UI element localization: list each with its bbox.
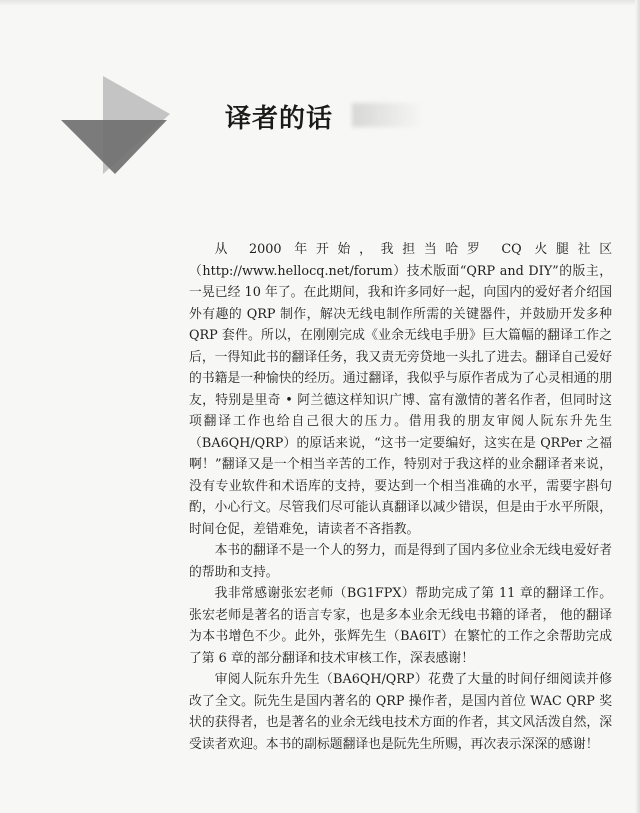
body-text (189, 239, 612, 755)
paragraph-3: 我非常感谢张宏老师（BG1FPX）帮助完成了第 11 章的翻译工作。张宏老师是著名的语言专家，也是多本业余无线电书籍的译者， 他的翻译为本书增色不少。此外，张辉先生（BA6IT）在繁忙的工作之余帮助完成了第 6 章的部分翻译和技术审核工作，深表感谢！ (189, 586, 612, 666)
page-edge-top (0, 0, 640, 6)
triangle-ornament-icon (55, 62, 205, 182)
page-edge-right (635, 0, 640, 813)
title-shadow-decoration (352, 103, 422, 127)
page-title: 译者的话 (225, 104, 334, 134)
paragraph-1: 从 2000 年开始，我担当哈罗 CQ 火腿社区（http://www.hellocq.net/forum）技术版面“QRP and DIY”的版主，一晃已经 10 年了。在此期间，我和许多同好一起，向国内的爱好者介绍国外有趣的 QRP 制作，解决无线电制作所需的关键器件，并鼓励开发多种 QRP 套件。所以，在刚刚完成《业余无线电手册》巨大篇幅的翻译工作之后，一得知此书的翻译任务，我又责无旁贷地一头扎了进去。翻译自己爱好的书籍是一种愉快的经历。通过翻译，我似乎与原作者成为了心灵相通的朋友，特别是里奇 • 阿兰德这样知识广博、富有激情的著名作者，但同时这项翻译工作也给自己很大的压力。借用我的朋友审阅人阮东升先生（BA6QH/QRP）的原话来说，“这书一定要编好，这实在是 QRPer 之福啊！”翻译又是一个相当辛苦的工作，特别对于我这样的业余翻译者来说，没有专业软件和术语库的支持，要达到一个相当准确的水平，需要字斟句酌，小心行文。尽管我们尽可能认真翻译以减少错误，但是由于水平所限，时间仓促，差错难免，请读者不吝指教。 (189, 242, 612, 537)
dark-triangle-shape (61, 120, 167, 174)
paragraph-4: 审阅人阮东升先生（BA6QH/QRP）花费了大量的时间仔细阅读并修改了全文。阮先生是国内著名的 QRP 操作者，是国内首位 WAC QRP 奖状的获得者，也是著名的业余无线电技术方面的作者，其文风活泼自然，深受读者欢迎。本书的副标题翻译也是阮先生所赐，再次表示深深的感谢！ (189, 672, 612, 752)
paragraph-2: 本书的翻译不是一个人的努力，而是得到了国内多位业余无线电爱好者的帮助和支持。 (189, 543, 612, 580)
